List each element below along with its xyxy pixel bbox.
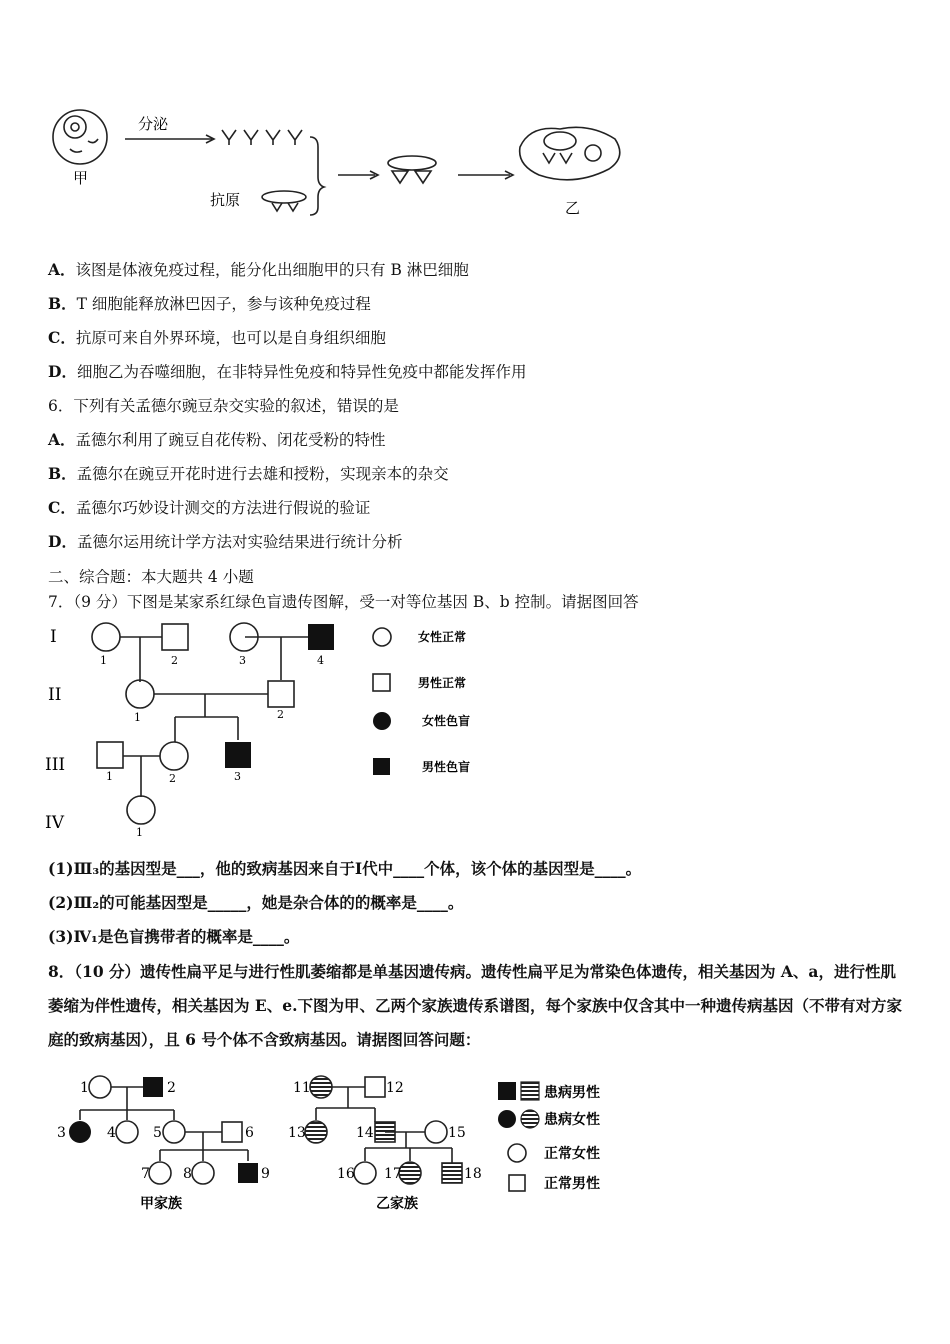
yi-11-affected-female [310,1076,332,1098]
ind-num: 2 [277,708,284,721]
ind-num: 3 [57,1125,66,1141]
jia-8-normal-female [192,1162,214,1184]
q6-option-text: 孟德尔运用统计学方法对实验结果进行统计分析 [76,533,403,551]
q5-option-d [48,361,526,383]
q6-option-b [48,463,449,485]
q5-option-letter: D． [48,362,77,381]
i2-normal-male [162,624,188,650]
q8-legend [498,1082,600,1192]
q6-option-letter: B． [48,464,77,483]
ind-num: 3 [239,654,246,667]
gen-label-i: I [50,627,57,647]
legend-normal-female: 正常女性 [544,1146,600,1162]
ind-num: 6 [245,1125,254,1141]
ind-num: 17 [384,1166,402,1182]
phagocyte-yi [520,127,620,179]
family-jia-label: 甲家族 [140,1196,182,1212]
legend-affected-female: 患病女性 [544,1112,600,1128]
ind-num: 3 [234,770,241,783]
q5-option-letter: B． [48,294,77,313]
jia-1-normal-female [89,1076,111,1098]
yi-16-normal-female [354,1162,376,1184]
yi-14-affected-male [375,1122,395,1142]
ind-num: 1 [134,711,141,724]
ind-num: 9 [261,1166,270,1182]
q5-option-text: 细胞乙为吞噬细胞，在非特异性免疫和特异性免疫中都能发挥作用 [76,363,527,381]
legend-normal-male: 正常男性 [544,1176,600,1192]
legend-female-affected: 女性色盲 [422,714,471,728]
q7-sub1: (1)Ⅲ₃的基因型是___，他的致病基因来自于Ⅰ代中____个体，该个体的基因型是____。 [48,859,642,878]
legend-female-normal: 女性正常 [418,630,467,644]
q5-option-b [48,293,371,315]
ii1-normal-female [126,680,154,708]
q6-option-letter: A． [48,430,76,449]
ind-num: 2 [171,654,178,667]
i4-affected-male [308,624,334,650]
yi-18-affected-male [442,1163,462,1183]
yi-15-normal-female [425,1121,447,1143]
ind-num: 4 [317,654,324,667]
yi-17-affected-female [399,1162,421,1184]
q7-sub2: (2)Ⅲ₂的可能基因型是_____，她是杂合体的的概率是____。 [48,893,464,912]
antigen-shape [262,191,306,211]
ind-num: 18 [464,1166,482,1182]
antibodies [222,130,302,145]
label-antigen: 抗原 [210,191,241,209]
q6-option-letter: D． [48,532,77,551]
q5-option-letter: C． [48,328,76,347]
section-title: 二、综合题：本大题共 4 小题 [48,568,254,586]
jia-6-normal-male [222,1122,242,1142]
jia-4-normal-female [116,1121,138,1143]
label-jia: 甲 [73,169,89,187]
q5-option-text: 该图是体液免疫过程，能分化出细胞甲的只有 B 淋巴细胞 [75,261,469,279]
q6-option-a [48,429,386,451]
q7-stem: 7．（9 分）下图是某家系红绿色盲遗传图解，受一对等位基因 B、b 控制。请据图回答 [48,593,639,611]
q8-stem: 8．（10 分）遗传性扁平足与进行性肌萎缩都是单基因遗传病。遗传性扁平足为常染色体遗传，相关基因为 A、a，进行性肌萎缩为伴性遗传，相关基因为 E、e.下图为甲、乙两个家族遗传系谱图，每个家族中仅含其中一种遗传病基因（不带有对方家庭的致病基因），且 6 号个体不含致病基因。请据图回答问题： [48,962,902,1049]
q8-pedigree-figure [40,1062,640,1222]
q7-sub3: (3)Ⅳ₁是色盲携带者的概率是____。 [48,927,300,946]
q7-legend [373,628,470,775]
jia-5-normal-female [163,1121,185,1143]
jia-2-affected-male [143,1077,163,1097]
plasma-cell-jia [53,110,107,164]
legend-male-normal: 男性正常 [418,676,467,690]
ind-num: 1 [100,654,107,667]
q6-stem: 6．下列有关孟德尔豌豆杂交实验的叙述，错误的是 [48,397,399,415]
ind-num: 1 [136,826,143,839]
ii2-normal-male [268,681,294,707]
antigen-antibody-complex [388,156,436,183]
ind-num: 15 [448,1125,466,1141]
iii2-normal-female [160,742,188,770]
q5-option-text: T 细胞能释放淋巴因子，参与该种免疫过程 [76,295,371,313]
iii1-normal-male [97,742,123,768]
q5-option-c [48,327,386,349]
family-yi-label: 乙家族 [376,1196,418,1212]
ind-num: 11 [293,1080,311,1096]
ind-num: 5 [153,1125,162,1141]
iii3-affected-male [225,742,251,768]
ind-num: 4 [107,1125,116,1141]
immune-process-figure [40,95,640,230]
q5-option-letter: A． [48,260,76,279]
jia-9-affected-male [238,1163,258,1183]
q6-option-d [48,531,402,553]
ind-num: 2 [167,1080,176,1096]
q6-option-letter: C． [48,498,76,517]
i1-normal-female [92,623,120,651]
ind-num: 1 [106,770,113,783]
jia-7-normal-female [149,1162,171,1184]
ind-num: 13 [288,1125,306,1141]
label-yi: 乙 [565,199,581,217]
q6-option-text: 孟德尔在豌豆开花时进行去雄和授粉，实现亲本的杂交 [76,465,449,483]
label-secrete: 分泌 [138,115,169,133]
yi-12-normal-male [365,1077,385,1097]
ind-num: 7 [141,1166,150,1182]
legend-affected-male: 患病男性 [544,1085,600,1101]
yi-13-affected-female [305,1121,327,1143]
ind-num: 8 [183,1166,192,1182]
ind-num: 16 [337,1166,355,1182]
ind-num: 2 [169,772,176,785]
ind-num: 12 [386,1080,404,1096]
gen-label-iv: IV [45,813,64,833]
legend-male-affected: 男性色盲 [422,760,471,774]
gen-label-ii: II [48,685,62,705]
ind-num: 1 [80,1080,89,1096]
q5-option-text: 抗原可来自外界环境，也可以是自身组织细胞 [75,329,386,347]
jia-3-affected-female [69,1121,91,1143]
q6-option-c [48,497,370,519]
q5-option-a [48,259,469,281]
gen-label-iii: III [45,755,66,775]
iv1-normal-female [127,796,155,824]
q7-pedigree-figure [40,612,500,842]
q6-option-text: 孟德尔巧妙设计测交的方法进行假说的验证 [75,499,371,517]
q6-option-text: 孟德尔利用了豌豆自花传粉、闭花受粉的特性 [75,431,386,449]
ind-num: 14 [356,1125,374,1141]
